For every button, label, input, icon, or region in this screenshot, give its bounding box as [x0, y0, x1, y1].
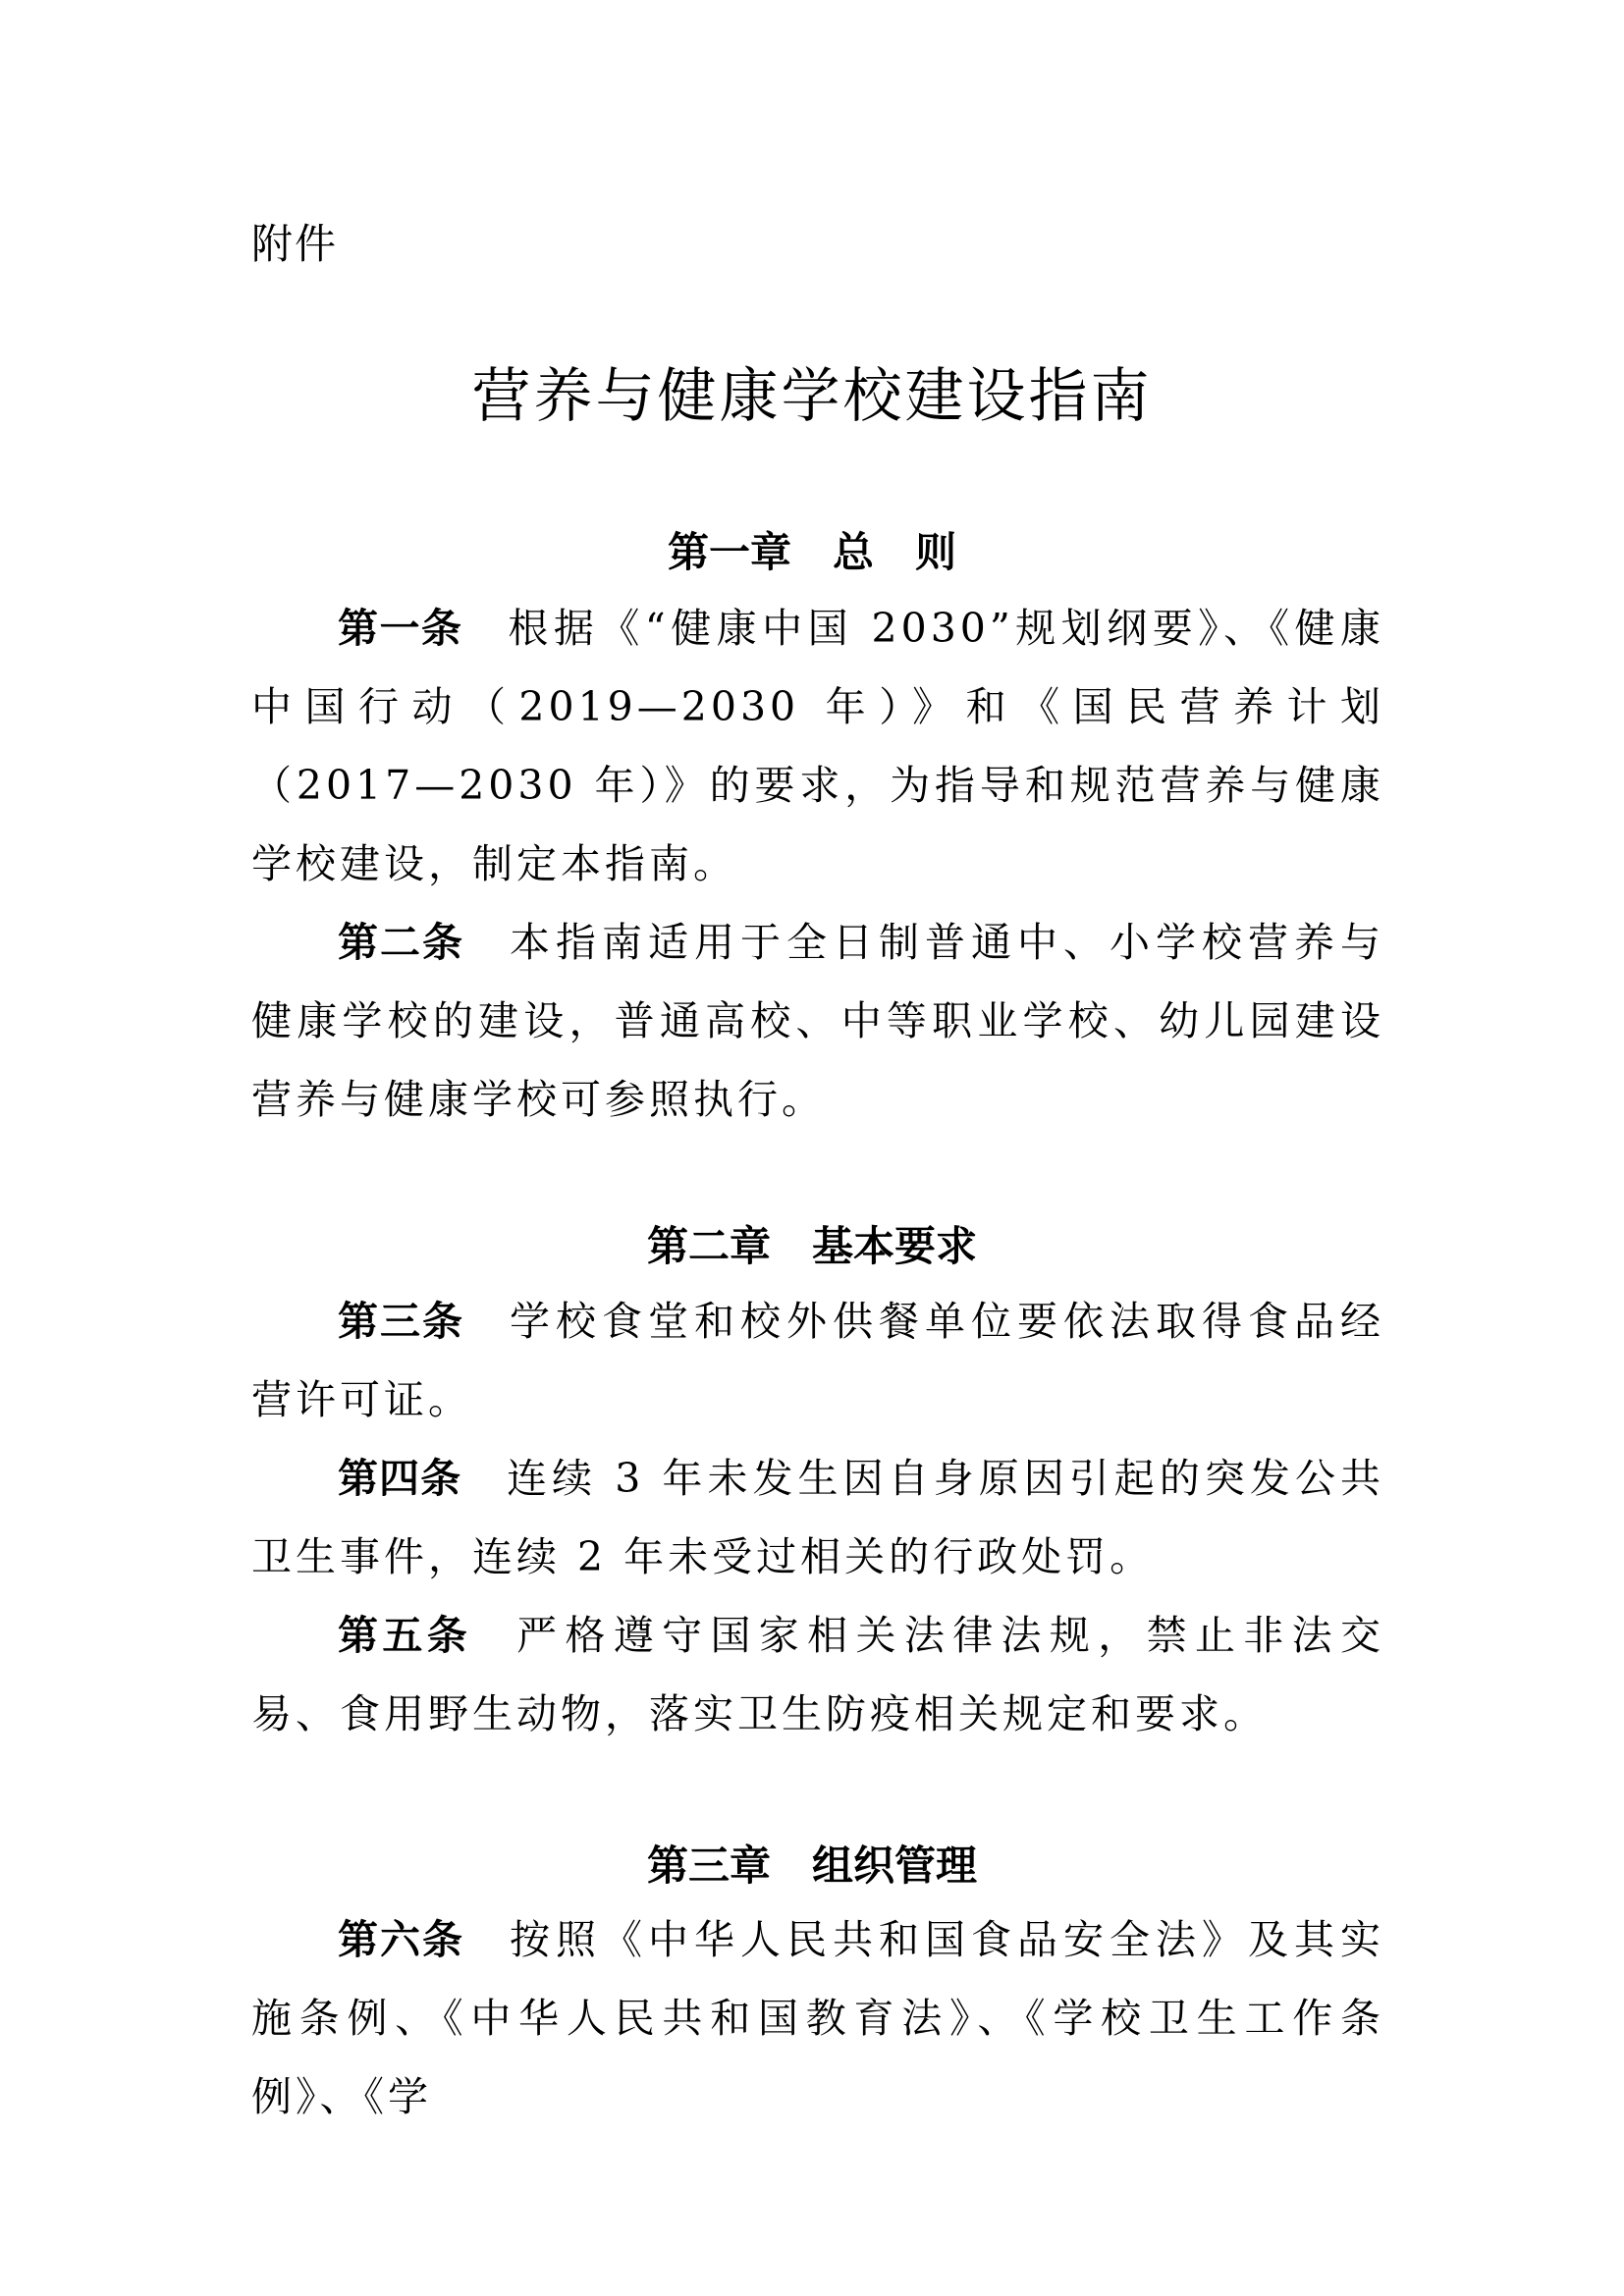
- article-text: 按照《中华人民共和国食品安全法》及其实施条例、《中华人民共和国教育法》、《学校卫生工作条例》、《学: [251, 1916, 1384, 2120]
- chapter-name: 总 则: [833, 528, 957, 576]
- article-label: 第五条: [338, 1612, 472, 1659]
- chapter-number: 第三章: [646, 1842, 771, 1890]
- article-text: 严格遵守国家相关法律法规，禁止非法交易、食用野生动物，落实卫生防疫相关规定和要求。: [251, 1612, 1385, 1737]
- article-label: 第六条: [338, 1916, 464, 1963]
- article-text: 学校食堂和校外供餐单位要依法取得食品经营许可证。: [251, 1298, 1384, 1423]
- article-paragraph: [251, 1596, 1384, 1753]
- article-text: 连续 3 年未发生因自身原因引起的突发公共卫生事件，连续 2 年未受过相关的行政处罚。: [251, 1455, 1385, 1580]
- document-title: 营养与健康学校建设指南: [471, 362, 1153, 431]
- chapter-number: 第一章: [667, 528, 791, 576]
- chapter-heading: [0, 1220, 1624, 1273]
- article-label: 第一条: [338, 605, 463, 652]
- article-text: 根据《“健康中国 2030”规划纲要》、《健康中国行动（2019—2030 年）》和《国民营养计划（2017—2030 年）》的要求，为指导和规范营养与健康学校建设，制定本指南。: [251, 605, 1385, 887]
- article-paragraph: [251, 1282, 1384, 1439]
- chapter-number: 第二章: [646, 1222, 771, 1270]
- article-paragraph: [251, 903, 1384, 1139]
- article-paragraph: [251, 589, 1384, 903]
- chapter-name: 基本要求: [812, 1222, 978, 1270]
- article-text: 本指南适用于全日制普通中、小学校营养与健康学校的建设，普通高校、中等职业学校、幼儿园建设营养与健康学校可参照执行。: [251, 919, 1384, 1123]
- article-paragraph: [251, 1900, 1384, 2136]
- article-label: 第四条: [338, 1455, 462, 1502]
- article-label: 第三条: [338, 1298, 464, 1345]
- chapter-name: 组织管理: [812, 1842, 978, 1890]
- attachment-label: 附件: [251, 220, 339, 268]
- chapter-heading: [0, 526, 1624, 579]
- chapter-heading: [0, 1840, 1624, 1893]
- article-label: 第二条: [338, 919, 464, 966]
- article-paragraph: [251, 1439, 1384, 1596]
